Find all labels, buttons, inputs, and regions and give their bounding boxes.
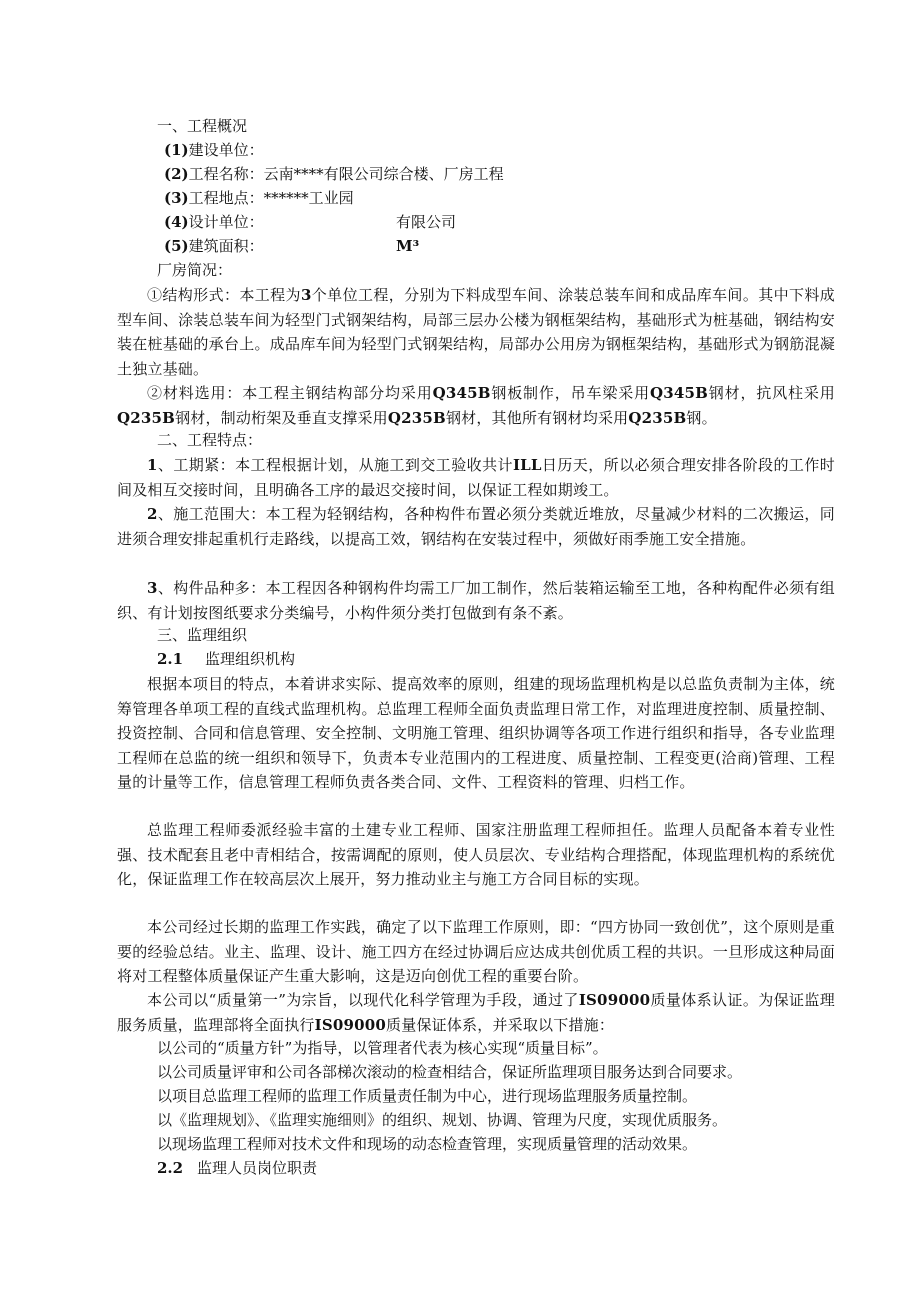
work-principle-paragraph: 本公司经过长期的监理工作实践，确定了以下监理工作原则，即：“四方协同一致创优”，这个原则是重要的经验总结。业主、监理、设计、施工四方在经过协调后应达成共创优质工程的共识。一旦形成这种局面将对工程整体质量保证产生重大影响，这是迈向创优工程的重要台阶。: [117, 918, 835, 985]
org-structure-paragraph: 根据本项目的特点，本着讲求实际、提高效率的原则，组建的现场监理机构是以总监负责制为主体，统筹管理各单项工程的直线式监理机构。总监理工程师全面负责监理日常工作，对监理进度控制、质量控制、投资控制、合同和信息管理、安全控制、文明施工管理、组织协调等各项工作进行组织和指导，各专业监理工程师在总监的统一组织和领导下，负责本专业范围内的工程进度、质量控制、工程变更(洽商)管理、工程量的计量等工作，信息管理工程师负责各类合同、文件、工程资料的管理、归档工作。: [117, 675, 835, 791]
item-number: (4): [164, 213, 189, 231]
standard-code: IS09000: [314, 1015, 387, 1034]
measure-1: 以公司的“质量方针”为指导，以管理者代表为核心实现“质量目标”。: [157, 1039, 608, 1057]
item-label: 工程名称：云南****有限公司综合楼、厂房工程: [188, 165, 504, 183]
section2-heading: 二、工程特点：: [157, 431, 263, 449]
feature-components-paragraph: [117, 576, 835, 625]
steel-grade: Q345B: [432, 384, 491, 402]
text-run: 钢。: [686, 408, 717, 427]
text-run: 日历天，所以必须合理安排各阶段的工作时间及相互交接时间，且明确各工序的最迟交接时间，以保证工程如期竣工。: [117, 456, 835, 499]
item-label: 工程地点：******工业园: [188, 189, 354, 207]
text-run: 钢材，制动桁架及垂直支撑采用: [175, 408, 388, 427]
structure-paragraph: [117, 283, 835, 381]
subsection-2-2-title: [157, 1157, 317, 1179]
subsection-title: 监理人员岗位职责: [197, 1159, 318, 1177]
quality-system-paragraph: [117, 988, 835, 1037]
section3-heading: 三、监理组织: [157, 626, 248, 644]
item-construction-unit: [164, 139, 264, 161]
subsection-2-1-title: [157, 648, 295, 670]
text-run: 质量体系认证。为保证监理服务质量，监理部将全面执行: [117, 991, 835, 1034]
item-number: (3): [164, 189, 189, 207]
feature-schedule-paragraph: [117, 453, 835, 502]
item-value: M³: [396, 237, 420, 255]
subsection-title: 监理组织机构: [205, 650, 296, 668]
text-run: 钢材，其他所有钢材均采用: [445, 408, 629, 427]
item-project-name: [164, 163, 504, 185]
subsection-number: 2.1: [157, 650, 184, 668]
steel-grade: Q345B: [649, 384, 709, 402]
feature-scope-paragraph: [117, 502, 835, 551]
material-paragraph: [117, 381, 835, 430]
feature-number: 1: [147, 456, 158, 474]
section1-heading: 一、工程概况: [157, 117, 248, 135]
item-number: (2): [164, 165, 189, 183]
measure-5: 以现场监理工程师对技术文件和现场的动态检查管理，实现质量管理的活动效果。: [157, 1135, 698, 1153]
text-run: ①结构形式：本工程为: [147, 286, 301, 304]
item-design-unit: [164, 211, 457, 233]
text-run: 质量保证体系，并采取以下措施：: [386, 1015, 615, 1034]
item-label: 设计单位：: [188, 213, 264, 231]
text-run: ②材料选用：本工程主钢结构部分均采用: [147, 384, 433, 402]
item-project-location: [164, 187, 354, 209]
text-run: 、施工范围大：本工程为轻钢结构，各种构件布置必须分类就近堆放，尽量减少材料的二次搬运，同进须合理安排起重机行走路线，以提高工效，钢结构在安装过程中，须做好雨季施工安全措施。: [117, 505, 835, 548]
text-run: 钢板制作，吊车梁采用: [490, 384, 650, 402]
text-run: 钢材，抗风柱采用: [708, 384, 835, 402]
feature-number: 2: [147, 505, 158, 523]
steel-grade: Q235B: [117, 408, 176, 427]
steel-grade: Q235B: [387, 408, 446, 427]
measure-4: 以《监理规划》、《监理实施细则》的组织、规划、协调、管理为尺度，实现优质服务。: [157, 1111, 728, 1129]
item-number: (1): [164, 141, 189, 159]
item-number: (5): [164, 237, 189, 255]
item-value: 有限公司: [396, 213, 457, 231]
text-run-bold: ILL: [512, 456, 542, 474]
chief-engineer-paragraph: 总监理工程师委派经验丰富的土建专业工程师、国家注册监理工程师担任。监理人员配备本着专业性强、技术配套且老中青相结合，按需调配的原则，使人员层次、专业结构合理搭配，体现监理机构的系统优化，保证监理工作在较高层次上展开，努力推动业主与施工方合同目标的实现。: [117, 821, 835, 888]
feature-number: 3: [147, 579, 158, 597]
subsection-number: 2.2: [157, 1159, 184, 1177]
item-building-area: [164, 235, 420, 257]
standard-code: IS09000: [578, 991, 651, 1009]
measure-2: 以公司质量评审和公司各部梯次滚动的检查相结合，保证所监理项目服务达到合同要求。: [157, 1063, 743, 1081]
item-label: 建设单位：: [188, 141, 264, 159]
factory-overview-title: 厂房简况：: [157, 261, 233, 279]
text-run-bold: 3: [300, 286, 312, 304]
steel-grade: Q235B: [628, 408, 687, 427]
text-run: 、工期紧：本工程根据计划，从施工到交工验收共计: [157, 456, 513, 474]
text-run: 本公司以“质量第一”为宗旨，以现代化科学管理为手段，通过了: [147, 991, 579, 1009]
text-run: 个单位工程，分别为下料成型车间、涂装总装车间和成品库车间。其中下料成型车间、涂装总装车间为轻型门式钢架结构，局部三层办公楼为钢框架结构，基础形式为桩基础，钢结构安装在桩基础的承台上。成品库车间为轻型门式钢架结构，局部办公用房为钢框架结构，基础形式为钢筋混凝土独立基础。: [117, 286, 835, 378]
measure-3: 以项目总监理工程师的监理工作质量责任制为中心，进行现场监理服务质量控制。: [157, 1087, 698, 1105]
item-label: 建筑面积：: [188, 237, 264, 255]
text-run: 、构件品种多：本工程因各种钢构件均需工厂加工制作，然后装箱运输至工地，各种构配件必须有组织、有计划按图纸要求分类编号，小构件须分类打包做到有条不紊。: [117, 579, 835, 622]
